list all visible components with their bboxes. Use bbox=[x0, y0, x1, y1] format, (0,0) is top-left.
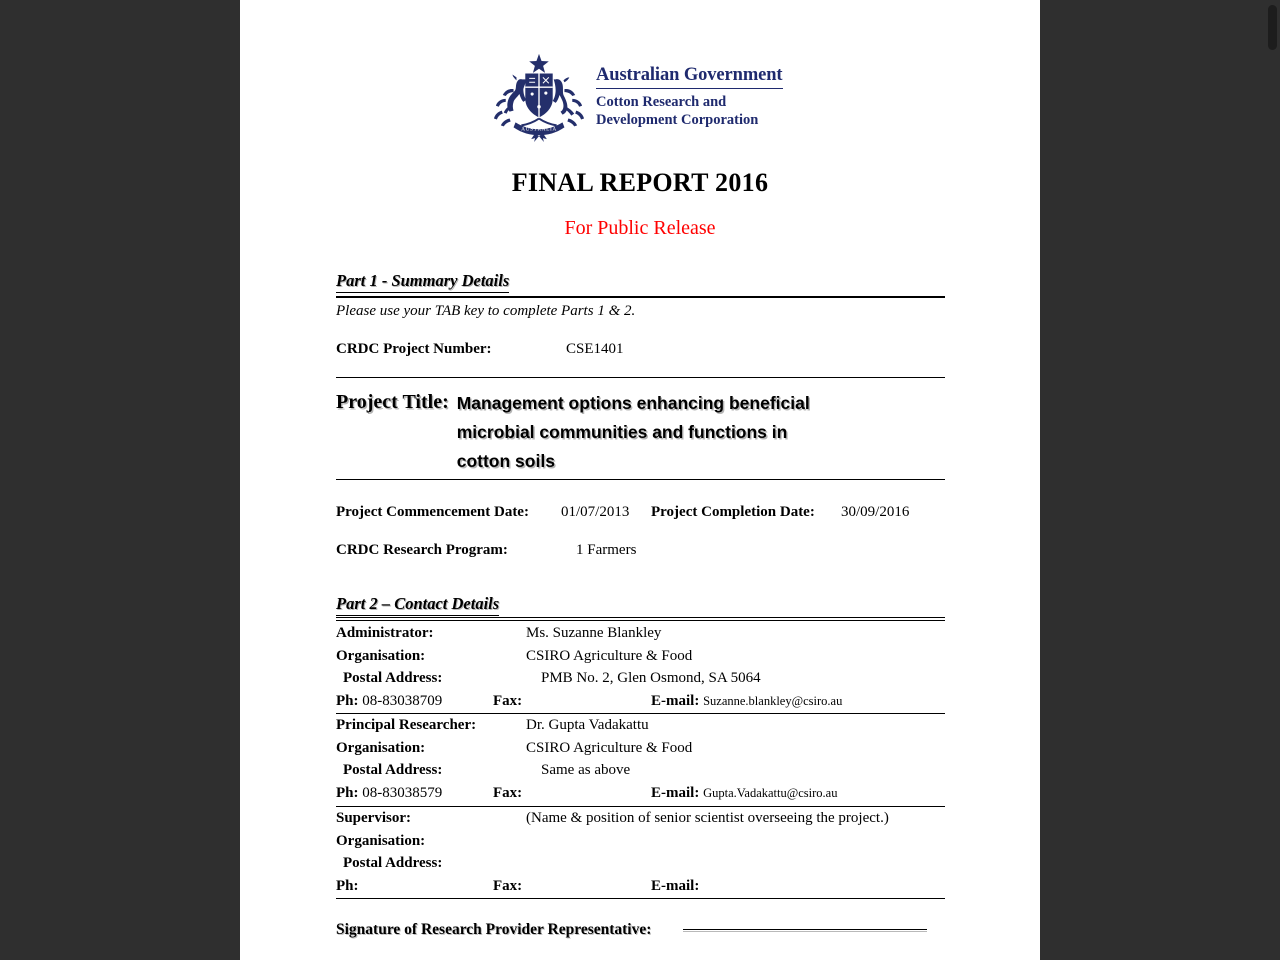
contact-block-principal-researcher bbox=[336, 717, 945, 808]
organisation-label: Organisation: bbox=[336, 739, 426, 756]
supervisor-label: Supervisor: bbox=[336, 810, 411, 826]
signature-label: Signature of Research Provider Representative: bbox=[336, 921, 652, 938]
ph-value[interactable]: 08-83038579 bbox=[362, 784, 443, 801]
australian-coat-of-arms-icon bbox=[490, 50, 588, 142]
email-value[interactable]: Suzanne.blankley@csiro.au bbox=[703, 693, 843, 708]
email-label: E-mail: bbox=[651, 784, 700, 801]
commencement-date-label: Project Commencement Date: bbox=[336, 504, 529, 520]
postal-address-label: Postal Address: bbox=[343, 762, 443, 778]
project-title-bottom-rule bbox=[336, 479, 945, 480]
project-title-line-3: cotton soils bbox=[456, 451, 555, 471]
fax-label: Fax: bbox=[493, 692, 523, 709]
contact-block-supervisor bbox=[336, 810, 945, 901]
logo-australian-government-text: Australian Government bbox=[596, 64, 783, 89]
fax-label: Fax: bbox=[493, 877, 523, 894]
research-program-label: CRDC Research Program: bbox=[336, 542, 508, 558]
signature-line[interactable] bbox=[683, 929, 927, 932]
organisation-label: Organisation: bbox=[336, 647, 426, 664]
tab-key-note: Please use your TAB key to complete Parts 1 & 2. bbox=[336, 303, 636, 319]
administrator-label: Administrator: bbox=[336, 625, 434, 641]
ph-label: Ph: bbox=[336, 692, 359, 709]
logo-development-corporation-text: Development Corporation bbox=[596, 111, 759, 128]
crdc-logo bbox=[490, 48, 790, 144]
logo-cotton-research-text: Cotton Research and bbox=[596, 93, 727, 110]
postal-address-label: Postal Address: bbox=[343, 855, 443, 871]
email-label: E-mail: bbox=[651, 877, 700, 894]
vertical-scrollbar-track[interactable] bbox=[1265, 0, 1280, 960]
ph-label: Ph: bbox=[336, 877, 359, 894]
contact-divider-1 bbox=[336, 713, 945, 714]
report-subtitle: For Public Release bbox=[564, 217, 716, 239]
postal-address-value[interactable]: PMB No. 2, Glen Osmond, SA 5064 bbox=[541, 670, 761, 686]
crdc-project-number-label: CRDC Project Number: bbox=[336, 341, 492, 357]
email-label: E-mail: bbox=[651, 692, 700, 709]
project-title-line-2: microbial communities and functions in bbox=[456, 422, 788, 442]
part2-heading: Part 2 – Contact Details bbox=[336, 594, 499, 616]
project-title-value[interactable] bbox=[457, 389, 810, 476]
part1-top-rule bbox=[336, 296, 945, 298]
crdc-project-number-value[interactable]: CSE1401 bbox=[566, 341, 624, 357]
organisation-value[interactable]: CSIRO Agriculture & Food bbox=[526, 647, 693, 664]
principal-researcher-value[interactable]: Dr. Gupta Vadakattu bbox=[526, 717, 649, 733]
email-value[interactable]: Gupta.Vadakattu@csiro.au bbox=[703, 785, 838, 800]
commencement-date-value[interactable]: 01/07/2013 bbox=[561, 504, 630, 520]
svg-text:AUSTRALIA: AUSTRALIA bbox=[521, 126, 557, 133]
report-title: FINAL REPORT 2016 bbox=[511, 168, 769, 197]
contact-block-administrator bbox=[336, 625, 945, 716]
postal-address-label: Postal Address: bbox=[343, 670, 443, 686]
administrator-value[interactable]: Ms. Suzanne Blankley bbox=[526, 625, 662, 641]
contact-divider-3 bbox=[336, 898, 945, 899]
document-page bbox=[240, 0, 1040, 960]
fax-label: Fax: bbox=[493, 784, 523, 801]
contact-divider-2 bbox=[336, 806, 945, 807]
vertical-scrollbar-thumb[interactable] bbox=[1268, 5, 1277, 50]
organisation-label: Organisation: bbox=[336, 832, 426, 849]
part1-heading: Part 1 - Summary Details bbox=[336, 271, 509, 293]
postal-address-value[interactable]: Same as above bbox=[541, 762, 631, 778]
project-title-top-rule bbox=[336, 377, 945, 378]
part2-top-rule bbox=[336, 617, 945, 621]
completion-date-label: Project Completion Date: bbox=[651, 504, 815, 520]
principal-researcher-label: Principal Researcher: bbox=[336, 717, 477, 733]
completion-date-value[interactable]: 30/09/2016 bbox=[841, 504, 910, 520]
project-title-line-1: Management options enhancing beneficial bbox=[456, 393, 810, 413]
organisation-value[interactable]: CSIRO Agriculture & Food bbox=[526, 739, 693, 756]
research-program-value[interactable]: 1 Farmers bbox=[576, 542, 637, 558]
ph-label: Ph: bbox=[336, 784, 359, 801]
ph-value[interactable]: 08-83038709 bbox=[362, 692, 443, 709]
supervisor-value[interactable]: (Name & position of senior scientist overseeing the project.) bbox=[526, 810, 889, 826]
project-title-label: Project Title: bbox=[336, 391, 449, 413]
